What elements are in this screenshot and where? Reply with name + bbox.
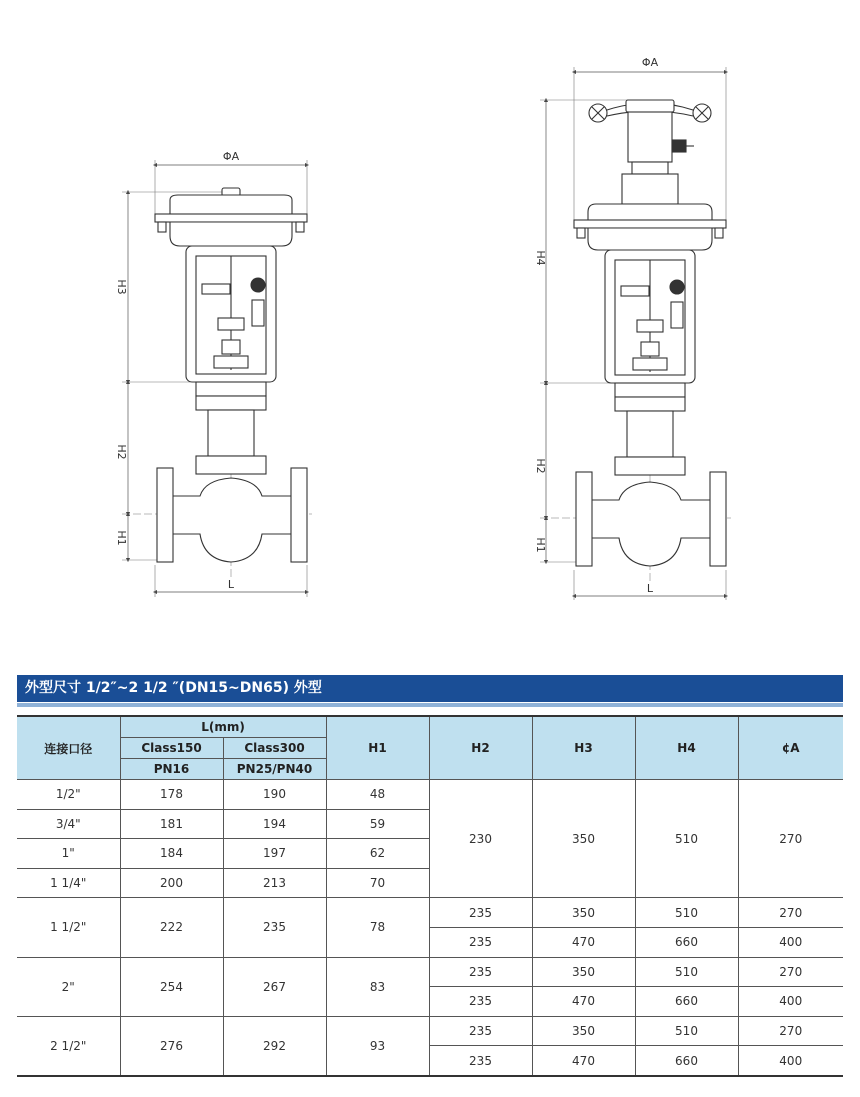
- header-phiA: ¢A: [738, 716, 843, 780]
- header-H3: H3: [532, 716, 635, 780]
- header-connection: 连接口径: [17, 716, 120, 780]
- cell-l150: 184: [120, 839, 223, 869]
- right-phiA-label: ΦA: [641, 56, 659, 69]
- left-L-label: L: [227, 578, 235, 591]
- header-class150: Class150: [120, 738, 223, 759]
- cell-l150: 254: [120, 957, 223, 1016]
- left-H2-label: H2: [115, 444, 128, 460]
- cell-h1: 93: [326, 1016, 429, 1076]
- cell-size: 1 1/2": [17, 898, 120, 957]
- cell-phiA: 270: [738, 957, 843, 987]
- cell-h1: 83: [326, 957, 429, 1016]
- cell-h3: 350: [532, 957, 635, 987]
- cell-h2: 235: [429, 957, 532, 987]
- cell-size: 3/4": [17, 809, 120, 839]
- table-row: [17, 1016, 843, 1046]
- cell-h2: 230: [429, 780, 532, 898]
- header-H2: H2: [429, 716, 532, 780]
- cell-l150: 222: [120, 898, 223, 957]
- cell-l300: 197: [223, 839, 326, 869]
- cell-phiA: 400: [738, 927, 843, 957]
- cell-l150: 178: [120, 780, 223, 810]
- cell-h1: 59: [326, 809, 429, 839]
- cell-h4: 510: [635, 898, 738, 928]
- right-H1-label: H1: [534, 537, 547, 553]
- cell-phiA: 270: [738, 780, 843, 898]
- cell-h3: 350: [532, 1016, 635, 1046]
- cell-l300: 190: [223, 780, 326, 810]
- cell-l150: 181: [120, 809, 223, 839]
- cell-size: 1 1/4": [17, 868, 120, 898]
- right-valve-drawing: [540, 67, 731, 600]
- cell-h4: 660: [635, 987, 738, 1017]
- cell-size: 1": [17, 839, 120, 869]
- cell-h2: 235: [429, 927, 532, 957]
- right-L-label: L: [646, 582, 654, 595]
- table-row: [17, 898, 843, 928]
- right-H2-label: H2: [534, 458, 547, 474]
- header-pn16: PN16: [120, 759, 223, 780]
- cell-size: 1/2": [17, 780, 120, 810]
- cell-l300: 235: [223, 898, 326, 957]
- left-H3-label: H3: [115, 279, 128, 295]
- cell-h2: 235: [429, 1046, 532, 1076]
- left-phiA-label: ΦA: [222, 150, 240, 163]
- cell-h4: 660: [635, 927, 738, 957]
- header-L: L(mm): [120, 716, 326, 738]
- cell-l150: 276: [120, 1016, 223, 1076]
- cell-l300: 194: [223, 809, 326, 839]
- right-H4-label: H4: [534, 250, 547, 266]
- cell-h4: 510: [635, 780, 738, 898]
- cell-l300: 267: [223, 957, 326, 1016]
- cell-phiA: 270: [738, 898, 843, 928]
- cell-h2: 235: [429, 898, 532, 928]
- cell-phiA: 400: [738, 987, 843, 1017]
- cell-h2: 235: [429, 1016, 532, 1046]
- left-H1-label: H1: [115, 530, 128, 546]
- table-row: [17, 780, 843, 810]
- table-row: [17, 957, 843, 987]
- cell-size: 2 1/2": [17, 1016, 120, 1076]
- cell-h3: 470: [532, 987, 635, 1017]
- cell-phiA: 400: [738, 1046, 843, 1076]
- cell-h4: 660: [635, 1046, 738, 1076]
- cell-h4: 510: [635, 957, 738, 987]
- cell-h1: 48: [326, 780, 429, 810]
- header-pn2540: PN25/PN40: [223, 759, 326, 780]
- cell-h2: 235: [429, 987, 532, 1017]
- header-H4: H4: [635, 716, 738, 780]
- cell-h1: 78: [326, 898, 429, 957]
- header-H1: H1: [326, 716, 429, 780]
- section-title: 外型尺寸 1/2″~2 1/2 ″(DN15~DN65) 外型: [17, 675, 843, 702]
- cell-h3: 470: [532, 1046, 635, 1076]
- dimensions-table: [17, 715, 843, 1077]
- cell-phiA: 270: [738, 1016, 843, 1046]
- left-valve-drawing: [122, 160, 312, 597]
- cell-h3: 470: [532, 927, 635, 957]
- cell-size: 2": [17, 957, 120, 1016]
- cell-h1: 70: [326, 868, 429, 898]
- cell-h3: 350: [532, 898, 635, 928]
- cell-l300: 292: [223, 1016, 326, 1076]
- header-class300: Class300: [223, 738, 326, 759]
- cell-h3: 350: [532, 780, 635, 898]
- title-stripe: [17, 703, 843, 707]
- cell-l300: 213: [223, 868, 326, 898]
- cell-l150: 200: [120, 868, 223, 898]
- cell-h1: 62: [326, 839, 429, 869]
- cell-h4: 510: [635, 1016, 738, 1046]
